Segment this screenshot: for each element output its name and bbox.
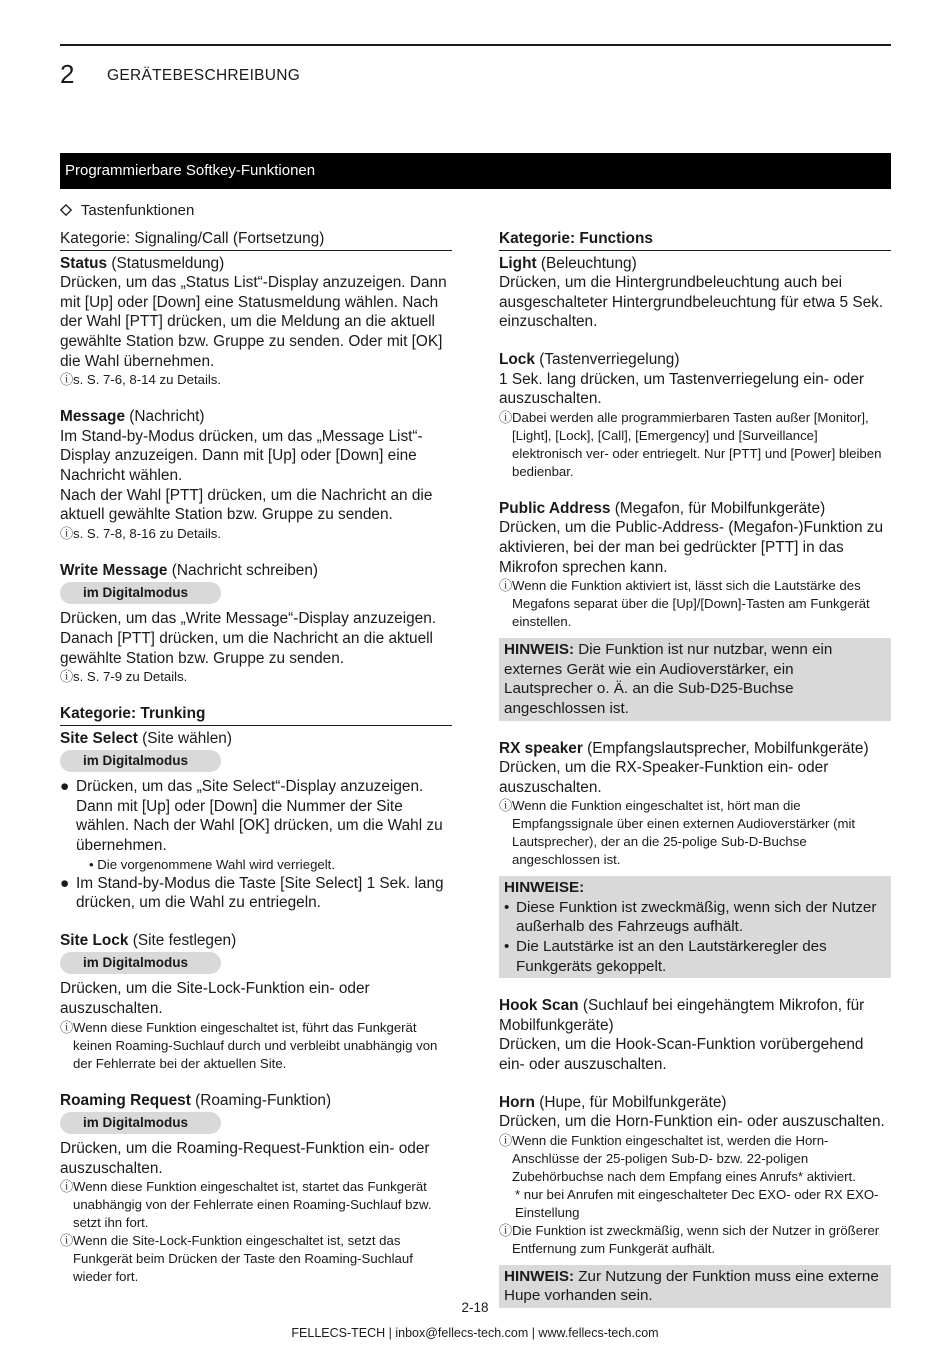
header-rule [60, 44, 891, 46]
hint-bullet: • Diese Funktion ist zweckmäßig, wenn sich der Nutzer außerhalb des Fahrzeugs aufhält. [504, 898, 877, 936]
digital-mode-badge: im Digitalmodus [60, 952, 221, 974]
entry-subtitle: (Statusmeldung) [107, 254, 225, 272]
info-icon: ⓘ [60, 1179, 74, 1195]
entry-title: Site Select [60, 729, 138, 747]
bullet-subnote: • Die vorgenommene Wahl wird verriegelt. [89, 856, 335, 872]
roaming-request-entry [60, 1091, 452, 1287]
hints-label: HINWEISE: [504, 879, 585, 897]
entry-text: Drücken, um das „Status List“-Display anzuzeigen. Dann mit [Up] oder [Down] eine Statusmeldung wählen. Nach der Wahl [PTT] drücken, um die Meldung an die aktuell gewählte Station bzw. Gruppe zu senden. Oder mit [OK] die Wahl übernehmen. [60, 274, 447, 370]
chapter-number: 2 [60, 59, 75, 89]
entry-text: Drücken, um die Hook-Scan-Funktion vorübergehend ein- oder auszuschalten. [499, 1036, 864, 1074]
info-icon: ⓘ [499, 409, 513, 425]
message-entry [60, 407, 452, 543]
entry-title: Light [499, 254, 537, 272]
entry-subtitle: (Beleuchtung) [536, 254, 637, 272]
entry-text: Drücken, um die Roaming-Request-Funktion ein- oder auszuschalten. [60, 1140, 430, 1177]
entry-title: Write Message [60, 561, 168, 579]
entry-text: Drücken, um die Site-Lock-Funktion ein- oder auszuschalten. [60, 980, 370, 1018]
entry-subtitle: (Site wählen) [137, 729, 232, 747]
site-lock-entry [60, 931, 452, 1073]
entry-text: Drücken, um die Public-Address- (Megafon-)Funktion zu aktivieren, bei der man bei gedrückter [PTT] in das Mikrofon sprechen kann. [499, 519, 884, 576]
info-note: ⓘDabei werden alle programmierbaren Tasten außer [Monitor], [Light], [Lock], [Call], [Emergency] und [Surveillance] elektronisch ver- oder entriegelt. Nur [PTT] und [Power] bleiben bedienbar. [499, 409, 882, 479]
hints-box [499, 876, 891, 978]
key-functions-heading [60, 202, 194, 219]
entry-subtitle: (Nachricht schreiben) [167, 561, 319, 579]
entry-title: Message [60, 408, 126, 426]
entry-subtitle: (Hupe, für Mobilfunkgeräte) [534, 1093, 727, 1111]
entry-subtitle: (Suchlauf bei eingehängtem Mikrofon, für Mobilfunkgeräte) [499, 997, 865, 1034]
entry-subtitle: (Roaming-Funktion) [190, 1091, 332, 1109]
bullet-icon: • [504, 938, 510, 956]
info-note: ⓘWenn diese Funktion eingeschaltet ist, startet das Funkgerät unabhängig von der Fehlerrate einen Roaming-Suchlauf bzw. setzt ihn fort. [60, 1179, 432, 1231]
category-heading: Kategorie: Trunking [60, 704, 452, 726]
entry-title: Hook Scan [499, 997, 579, 1015]
entry-title: Public Address [499, 499, 611, 517]
entry-text: Drücken, um die RX-Speaker-Funktion ein- oder auszuschalten. [499, 759, 829, 796]
horn-entry [499, 1093, 891, 1308]
bullet-icon: ● [60, 874, 70, 892]
site-select-entry [60, 729, 452, 913]
info-note: ⓘWenn die Site-Lock-Funktion eingeschaltet ist, setzt das Funkgerät beim Drücken der Taste den Roaming-Suchlauf wieder fort. [60, 1233, 413, 1285]
digital-mode-badge: im Digitalmodus [60, 1112, 221, 1134]
info-icon: ⓘ [499, 798, 513, 814]
entry-title: Lock [499, 350, 535, 368]
info-icon: ⓘ [60, 372, 74, 388]
bullet-icon: • [504, 898, 510, 916]
hook-scan-entry [499, 996, 891, 1074]
section-banner: Programmierbare Softkey-Funktionen [60, 153, 891, 189]
entry-subtitle: (Empfangslautsprecher, Mobilfunkgeräte) [582, 739, 869, 757]
info-note: ⓘWenn die Funktion aktiviert ist, lässt sich die Lautstärke des Megafons separat über die [Up]/[Down]-Tasten am Funkgerät einstellen. [499, 578, 870, 630]
bullet-item: ● Drücken, um das „Site Select“-Display anzuzeigen. Dann mit [Up] oder [Down] die Nummer der Site wählen. Nach der Wahl [OK] drücken, um die Wahl zu übernehmen. • Die vorgenommene Wahl wird verriegelt. [60, 777, 452, 873]
entry-text-2: Nach der Wahl [PTT] drücken, um die Nachricht an die aktuell gewählte Station bzw. Gruppe zu senden. [60, 486, 433, 524]
chapter-title: GERÄTEBESCHREIBUNG [107, 67, 301, 84]
entry-subtitle: (Megafon, für Mobilfunkgeräte) [610, 499, 826, 517]
info-note: ⓘs. S. 7-9 zu Details. [60, 669, 188, 685]
info-icon: ⓘ [60, 1019, 74, 1035]
footer: FELLECS-TECH | inbox@fellecs-tech.com | www.fellecs-tech.com [291, 1326, 659, 1340]
entry-subtitle: (Nachricht) [125, 408, 205, 426]
entry-text: Drücken, um das „Write Message“-Display anzuzeigen. Danach [PTT] drücken, um die Nachricht an die aktuell gewählte Station bzw. Gruppe zu senden. [60, 610, 437, 667]
entry-title: RX speaker [499, 739, 583, 757]
hint-label: HINWEIS: [504, 641, 575, 659]
footnote: * nur bei Anrufen mit eingeschalteter Dec EXO- oder RX EXO-Einstellung [515, 1186, 879, 1220]
info-note: ⓘWenn diese Funktion eingeschaltet ist, führt das Funkgerät keinen Roaming-Suchlauf durch und verbleibt unabhängig von der Fehlerrate bei der aktuellen Site. [60, 1019, 438, 1071]
hint-box [499, 638, 891, 720]
bullet-item: ● Im Stand-by-Modus die Taste [Site Select] 1 Sek. lang drücken, um die Wahl zu entriegeln. [60, 874, 444, 912]
category-heading: Kategorie: Functions [499, 229, 891, 251]
entry-title: Roaming Request [60, 1091, 191, 1109]
info-icon: ⓘ [499, 1222, 513, 1238]
entry-text: Im Stand-by-Modus drücken, um das „Message List“-Display anzuzeigen. Dann mit [Up] oder [Down] eine Nachricht wählen. [60, 427, 423, 484]
info-icon: ⓘ [499, 578, 513, 594]
light-entry [499, 254, 891, 332]
public-address-entry [499, 499, 891, 721]
hint-text: Die Funktion ist nur nutzbar, wenn ein externes Gerät wie ein Audioverstärker, ein Lautsprecher o. Ä. an die Sub-D25-Buchse angeschlossen ist. [504, 641, 833, 717]
entry-text: Drücken, um die Horn-Funktion ein- oder auszuschalten. [499, 1113, 885, 1131]
hint-label: HINWEIS: [504, 1267, 575, 1285]
info-icon: ⓘ [499, 1132, 513, 1148]
write-message-entry [60, 561, 452, 686]
entry-subtitle: (Site festlegen) [128, 931, 237, 949]
entry-subtitle: (Tastenverriegelung) [534, 350, 680, 368]
info-note: ⓘWenn die Funktion eingeschaltet ist, hört man die Empfangssignale über einen externen Audioverstärker (mit Lautsprecher), der an die 25-polige Sub-D-Buchse angeschlossen ist. [499, 798, 856, 868]
info-icon: ⓘ [60, 525, 74, 541]
hint-bullet: • Die Lautstärke ist an den Lautstärkeregler des Funkgeräts gekoppelt. [504, 938, 827, 975]
page-number: 2-18 [461, 1300, 489, 1315]
entry-text: Drücken, um die Hintergrundbeleuchtung auch bei ausgeschalteter Hintergrundbeleuchtung für etwa 5 Sek. einzuschalten. [499, 274, 884, 331]
info-note: ⓘWenn die Funktion eingeschaltet ist, werden die Horn-Anschlüsse der 25-poligen Sub-D- bzw. 22-poligen Zubehörbuchse nach dem Empfang eines Anrufs* aktiviert. [499, 1132, 856, 1184]
lock-entry [499, 350, 891, 481]
diamond-outline-icon [60, 202, 81, 219]
entry-text: 1 Sek. lang drücken, um Tastenverriegelung ein- oder auszuschalten. [499, 370, 865, 408]
key-functions-label: Tastenfunktionen [80, 202, 195, 219]
entry-title: Site Lock [60, 931, 129, 949]
right-column [499, 228, 891, 1326]
status-entry [60, 254, 452, 390]
entry-title: Status [60, 254, 108, 272]
bullet-icon: ● [60, 778, 70, 796]
digital-mode-badge: im Digitalmodus [60, 750, 221, 772]
hint-text: Zur Nutzung der Funktion muss eine externe Hupe vorhanden sein. [504, 1267, 879, 1305]
entry-title: Horn [499, 1093, 535, 1111]
info-icon: ⓘ [60, 669, 74, 685]
left-column [60, 228, 452, 1304]
digital-mode-badge: im Digitalmodus [60, 582, 221, 604]
info-note: ⓘDie Funktion ist zweckmäßig, wenn sich der Nutzer in größerer Entfernung zum Funkgerät aufhält. [499, 1222, 880, 1256]
rx-speaker-entry [499, 739, 891, 979]
info-icon: ⓘ [60, 1233, 74, 1249]
info-note: ⓘs. S. 7-8, 8-16 zu Details. [60, 525, 222, 541]
category-heading: Kategorie: Signaling/Call (Fortsetzung) [60, 229, 452, 251]
info-note: ⓘs. S. 7-6, 8-14 zu Details. [60, 372, 222, 388]
